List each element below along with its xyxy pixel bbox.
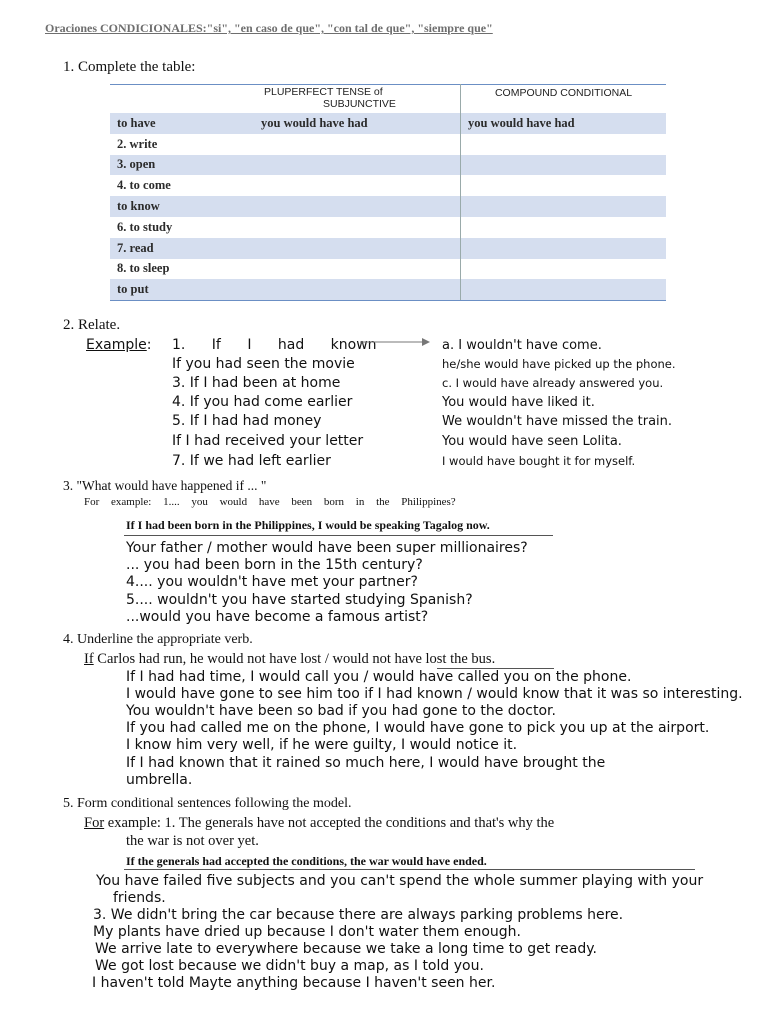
table-cell-verb: to put [110, 279, 254, 300]
relate-right-7: I would have bought it for myself. [442, 454, 636, 468]
section-3-example: For example: 1.... you would have been born in the Philippines? [84, 496, 456, 508]
relate-right-1: a. I wouldn't have come. [442, 338, 602, 353]
arrow-icon [360, 336, 430, 348]
relate-left-6: If I had received your letter [172, 433, 364, 449]
section-5-line: We arrive late to everywhere because we take a long time to get ready. [95, 941, 597, 957]
table-cell-verb: 6. to study [117, 219, 173, 234]
relate-left-2: If you had seen the movie [172, 356, 355, 372]
section-4-line: If you had called me on the phone, I would have gone to pick you up at the airport. [126, 720, 710, 737]
section-5-line: You have failed five subjects and you can't spend the whole summer playing with your [96, 873, 704, 889]
table-header-empty [110, 85, 254, 114]
relate-left-3: 3. If I had been at home [172, 375, 341, 391]
table-cell-conditional[interactable] [461, 259, 667, 280]
section-4-line: If I had known that it rained so much here, I would have brought the [126, 754, 606, 771]
section-4-line: You wouldn't have been so bad if you had gone to the doctor. [126, 703, 556, 720]
section-5-model: If the generals had accepted the conditions, the war would have ended. [126, 854, 487, 868]
table-row [110, 196, 666, 217]
section-5-line: My plants have dried up because I don't water them enough. [93, 924, 522, 940]
section-5-rule [124, 869, 695, 870]
section-5-line: We got lost because we didn't buy a map, as I told you. [95, 958, 484, 974]
section-4-line: I would have gone to see him too if I had known / would know that it was so interesting. [126, 686, 743, 703]
section-3-line: 5.... wouldn't you have started studying Spanish? [126, 591, 473, 608]
table-cell-pluperfect[interactable] [254, 134, 461, 155]
table-cell-pluperfect[interactable] [254, 259, 461, 280]
table-cell-conditional[interactable] [461, 196, 667, 217]
table-cell-pluperfect[interactable] [254, 279, 461, 300]
section-5-line: 3. We didn't bring the car because there are always parking problems here. [93, 907, 624, 923]
section-1-heading: 1. Complete the table: [63, 59, 196, 75]
table-cell-conditional[interactable] [461, 134, 667, 155]
section-5-example: For example: 1. The generals have not accepted the conditions and that's why the [84, 815, 555, 831]
section-3-heading: 3. "What would have happened if ... " [63, 478, 267, 493]
table-cell-verb: 4. to come [117, 178, 171, 193]
table-cell-verb: 8. to sleep [117, 261, 170, 276]
table-cell-conditional[interactable]: you would have had [461, 113, 667, 134]
table-cell-pluperfect[interactable] [254, 238, 461, 259]
section-4-line: umbrella. [126, 771, 193, 788]
table-row [110, 259, 666, 280]
table-cell-conditional[interactable] [461, 175, 667, 196]
section-3-line: ... you had been born in the 15th century? [126, 557, 423, 574]
table-cell-pluperfect[interactable] [254, 217, 461, 238]
section-5-line: friends. [113, 890, 166, 906]
table-cell-verb: to have [110, 113, 254, 134]
table-row [110, 155, 666, 176]
table-row [110, 279, 666, 300]
table-cell-pluperfect[interactable] [254, 155, 461, 176]
table-cell-conditional[interactable] [461, 155, 667, 176]
section-4-heading: 4. Underline the appropriate verb. [63, 632, 253, 647]
table-row [110, 175, 666, 196]
table-cell-conditional[interactable] [461, 217, 667, 238]
relate-left-4: 4. If you had come earlier [172, 394, 353, 410]
relate-right-5: We wouldn't have missed the train. [442, 414, 673, 429]
section-4-line: I know him very well, if he were guilty, I would notice it. [126, 737, 518, 754]
section-5-example-2: the war is not over yet. [126, 833, 259, 849]
section-3-rule [124, 535, 553, 536]
relate-left-5: 5. If I had had money [172, 413, 322, 429]
table-header-pluperfect: PLUPERFECT TENSE of SUBJUNCTIVE [254, 85, 461, 114]
section-4-example: If Carlos had run, he would not have lost / would not have lost the bus. [84, 651, 496, 667]
table-row [110, 113, 666, 134]
table-cell-pluperfect[interactable] [254, 196, 461, 217]
section-3-model: If I had been born in the Philippines, I would be speaking Tagalog now. [126, 518, 490, 532]
example-label: Example: [86, 337, 152, 353]
section-5-line: I haven't told Mayte anything because I haven't seen her. [92, 975, 496, 991]
table-row [110, 238, 666, 259]
relate-right-4: You would have liked it. [442, 395, 595, 410]
relate-right-6: You would have seen Lolita. [442, 434, 622, 449]
relate-right-3: c. I would have already answered you. [442, 376, 664, 390]
table-cell-pluperfect[interactable] [254, 175, 461, 196]
relate-left-1: 1. If I had known [172, 337, 377, 353]
table-cell-verb: to know [110, 196, 254, 217]
table-cell-pluperfect[interactable]: you would have had [254, 113, 461, 134]
document-title: Oraciones CONDICIONALES:"si", "en caso de que", "con tal de que", "siempre que" [45, 21, 493, 35]
table-row [110, 217, 666, 238]
section-3-line: Your father / mother would have been super millionaires? [126, 540, 528, 556]
conjugation-table [110, 84, 666, 301]
table-cell-conditional[interactable] [461, 279, 667, 300]
table-cell-verb: 3. open [110, 155, 254, 176]
table-cell-conditional[interactable] [461, 238, 667, 259]
relate-right-2: he/she would have picked up the phone. [442, 357, 676, 371]
table-row [110, 134, 666, 155]
section-4-line: If I had had time, I would call you / would have called you on the phone. [126, 669, 632, 685]
section-3-line: 4.... you wouldn't have met your partner? [126, 574, 418, 591]
table-cell-verb: 7. read [110, 238, 254, 259]
section-2-heading: 2. Relate. [63, 317, 121, 333]
section-3-line: ...would you have become a famous artist? [126, 608, 429, 625]
table-cell-verb: 2. write [117, 136, 158, 151]
relate-left-7: 7. If we had left earlier [172, 453, 331, 469]
section-5-heading: 5. Form conditional sentences following the model. [63, 796, 352, 811]
table-header-conditional: COMPOUND CONDITIONAL [461, 85, 667, 114]
